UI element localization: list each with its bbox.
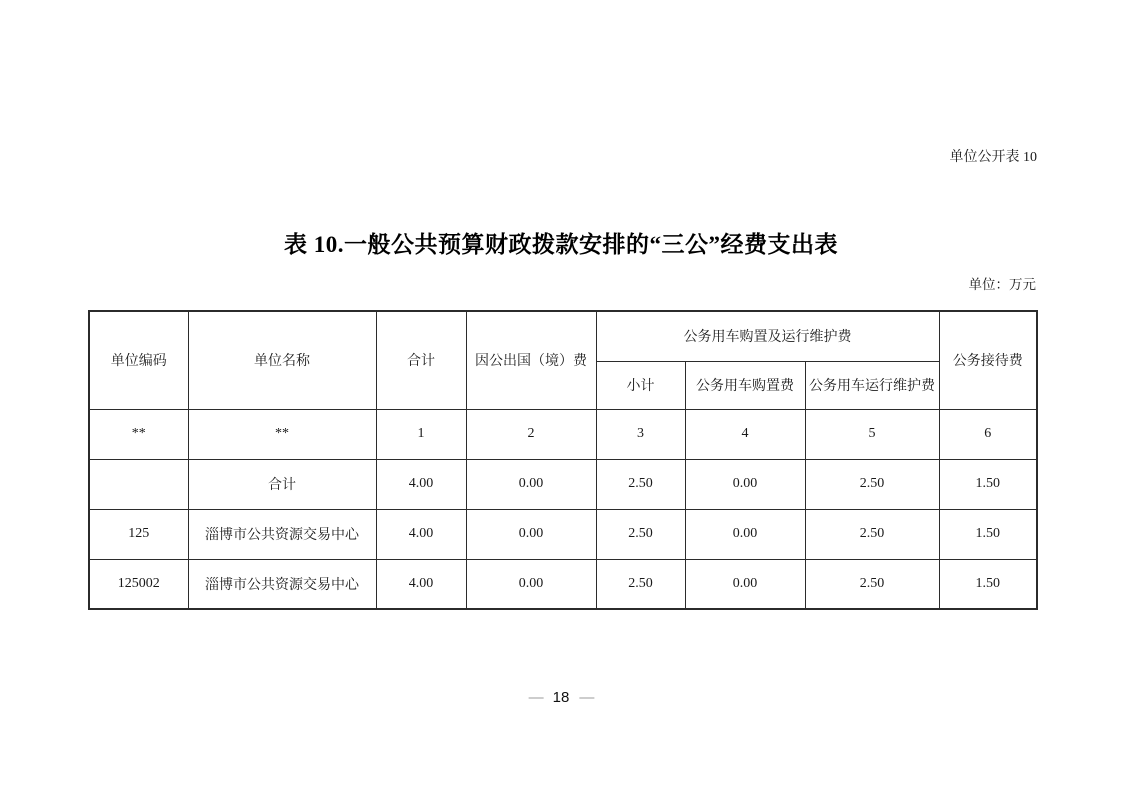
table-row-125: [89, 509, 1037, 559]
value-cell: 2.50: [805, 459, 939, 509]
column-index-row: [89, 409, 1037, 459]
value-cell: 2.50: [805, 559, 939, 609]
col-header-total: 合计: [376, 311, 466, 409]
col-header-reception: 公务接待费: [939, 311, 1037, 409]
value-cell: 0.00: [685, 509, 805, 559]
index-cell: 4: [685, 409, 805, 459]
col-header-vehicle-maintenance: 公务用车运行维护费: [805, 361, 939, 409]
value-cell: 0.00: [466, 559, 596, 609]
value-cell: 2.50: [596, 559, 685, 609]
value-cell: 4.00: [376, 559, 466, 609]
footer-dash-left: —: [528, 689, 543, 706]
value-cell: 1.50: [939, 459, 1037, 509]
page-title: 表 10.一般公共预算财政拨款安排的“三公”经费支出表: [284, 232, 838, 257]
table-row-total: [89, 459, 1037, 509]
value-cell: 2.50: [596, 509, 685, 559]
col-header-unit-code: 单位编码: [89, 311, 188, 409]
index-cell: 6: [939, 409, 1037, 459]
unit-code-cell: [89, 459, 188, 509]
table-row-125002: [89, 559, 1037, 609]
page-number: 18: [552, 689, 570, 706]
table-header-row-1: [89, 311, 1037, 361]
budget-table: [88, 310, 1038, 610]
value-cell: 1.50: [939, 509, 1037, 559]
unit-code-cell: 125: [89, 509, 188, 559]
index-cell: **: [89, 409, 188, 459]
index-cell: 1: [376, 409, 466, 459]
index-cell: 3: [596, 409, 685, 459]
value-cell: 2.50: [596, 459, 685, 509]
unit-code-cell: 125002: [89, 559, 188, 609]
doc-ref-label: 单位公开表 10: [949, 150, 1037, 165]
col-header-abroad: 因公出国（境）费: [466, 311, 596, 409]
unit-name-cell: 合计: [188, 459, 376, 509]
col-header-vehicle-group: 公务用车购置及运行维护费: [596, 311, 939, 361]
value-cell: 2.50: [805, 509, 939, 559]
index-cell: 5: [805, 409, 939, 459]
col-header-unit-name: 单位名称: [188, 311, 376, 409]
value-cell: 1.50: [939, 559, 1037, 609]
value-cell: 0.00: [685, 559, 805, 609]
value-cell: 4.00: [376, 509, 466, 559]
unit-label: 单位：万元: [968, 277, 1036, 292]
col-header-vehicle-subtotal: 小计: [596, 361, 685, 409]
value-cell: 4.00: [376, 459, 466, 509]
index-cell: **: [188, 409, 376, 459]
index-cell: 2: [466, 409, 596, 459]
value-cell: 0.00: [466, 509, 596, 559]
col-header-vehicle-purchase: 公务用车购置费: [685, 361, 805, 409]
page-footer: [0, 689, 1122, 706]
unit-name-cell: 淄博市公共资源交易中心: [188, 559, 376, 609]
value-cell: 0.00: [466, 459, 596, 509]
value-cell: 0.00: [685, 459, 805, 509]
footer-dash-right: —: [579, 689, 594, 706]
unit-name-cell: 淄博市公共资源交易中心: [188, 509, 376, 559]
